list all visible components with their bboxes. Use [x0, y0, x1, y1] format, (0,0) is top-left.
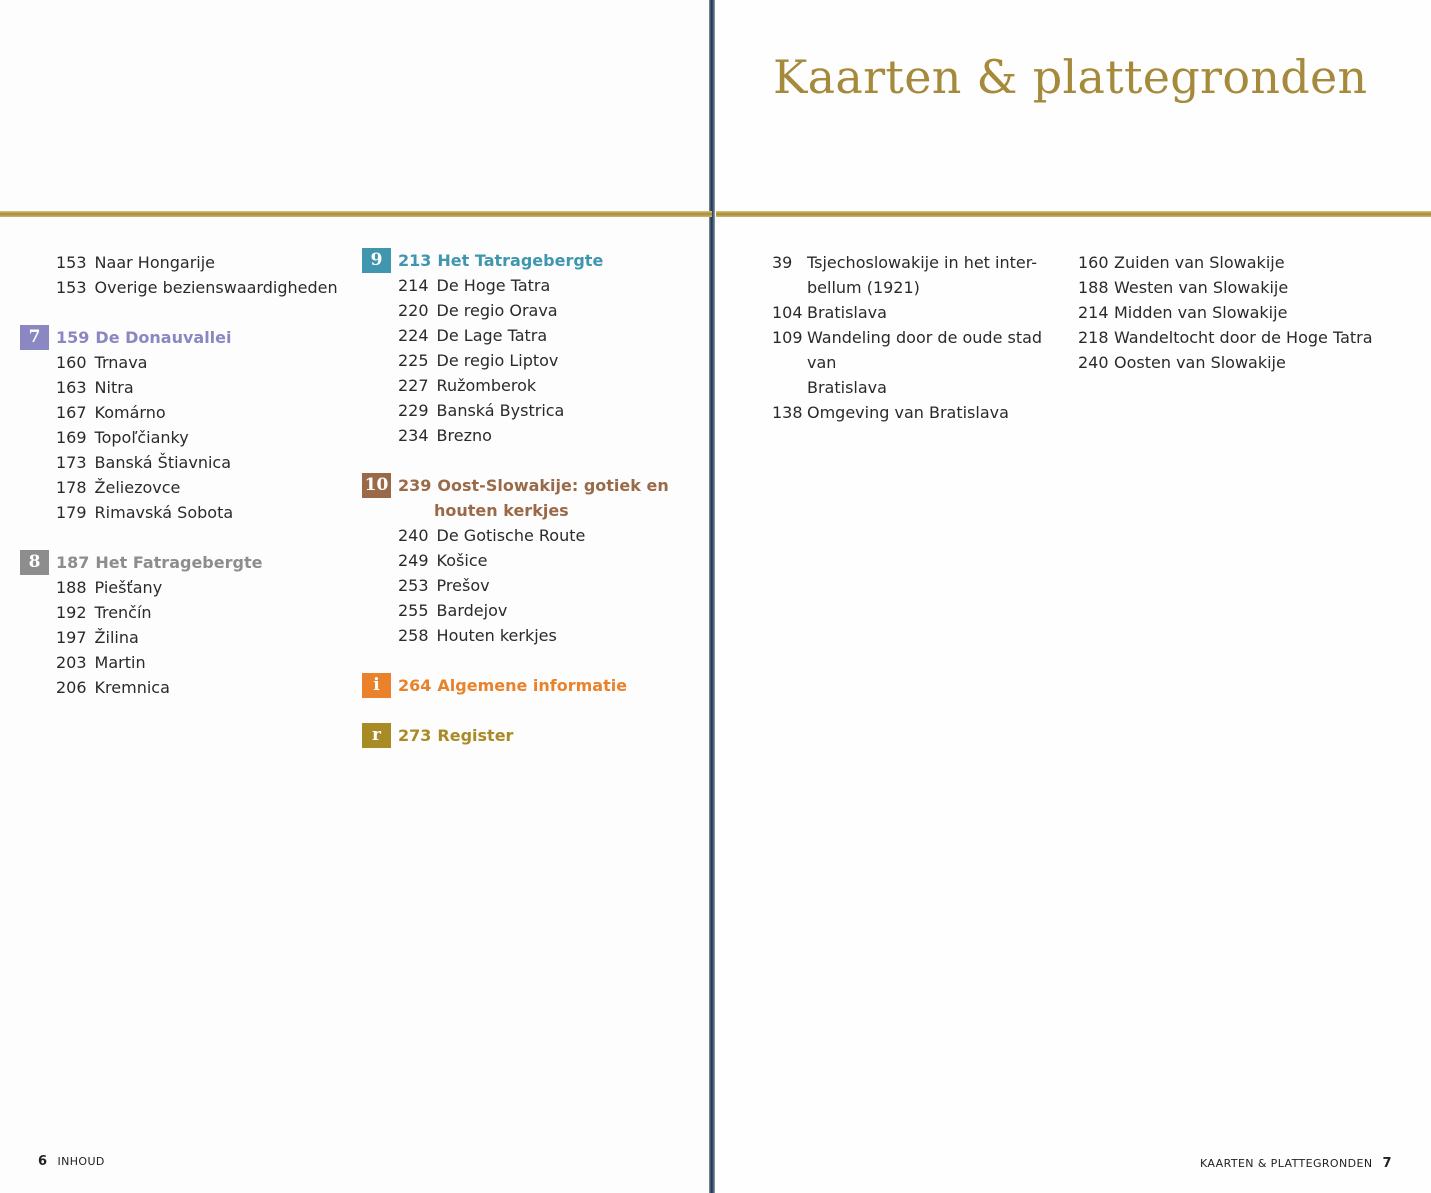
chapter-badge: 8 [20, 550, 49, 575]
map-entry [772, 400, 1072, 425]
chapter-badge: 9 [362, 248, 391, 273]
toc-column-1 [20, 250, 338, 700]
toc-label: De regio Liptov [436, 351, 559, 370]
toc-entry [20, 650, 338, 675]
map-label: Westen van Slowakije [1114, 278, 1289, 297]
book-spine [709, 0, 715, 1193]
toc-page-number: 253 [398, 576, 429, 595]
map-page-number: 240 [1078, 353, 1109, 372]
toc-entry [362, 398, 669, 423]
toc-entry [362, 373, 669, 398]
toc-spacer [362, 648, 669, 673]
toc-entry [362, 598, 669, 623]
toc-entry [20, 275, 338, 300]
map-page-number: 104 [772, 303, 803, 322]
toc-page-number: 167 [56, 403, 87, 422]
toc-label: Banská Bystrica [436, 401, 565, 420]
map-label: Zuiden van Slowakije [1114, 253, 1285, 272]
toc-label: De Hoge Tatra [436, 276, 551, 295]
map-page-number [772, 275, 807, 300]
toc-label: Rimavská Sobota [94, 503, 234, 522]
toc-chapter [362, 723, 669, 748]
map-label: Midden van Slowakije [1114, 303, 1288, 322]
toc-entry [362, 323, 669, 348]
toc-page-number: 178 [56, 478, 87, 497]
toc-label: Houten kerkjes [436, 626, 557, 645]
map-page-number: 214 [1078, 303, 1109, 322]
toc-label: Overige bezienswaardigheden [94, 278, 338, 297]
toc-label: De regio Orava [436, 301, 558, 320]
toc-label: Banská Štiavnica [94, 453, 232, 472]
toc-page-number: 213 [398, 251, 432, 270]
maps-column-2 [1078, 250, 1373, 375]
toc-page-number: 188 [56, 578, 87, 597]
toc-label: Trnava [94, 353, 148, 372]
running-head: KAARTEN & PLATTEGRONDEN [1200, 1157, 1373, 1170]
map-entry [772, 325, 1072, 375]
map-page-number: 39 [772, 253, 793, 272]
toc-label: De Gotische Route [436, 526, 586, 545]
toc-page-number: 187 [56, 553, 90, 572]
map-entry [772, 375, 1072, 400]
map-label: Bratislava [807, 303, 887, 322]
toc-spacer [362, 448, 669, 473]
toc-entry [20, 425, 338, 450]
toc-page-number: 234 [398, 426, 429, 445]
toc-entry [20, 250, 338, 275]
toc-label: Register [437, 726, 514, 745]
map-entry [772, 300, 1072, 325]
toc-entry [20, 625, 338, 650]
toc-entry [20, 500, 338, 525]
toc-entry [362, 548, 669, 573]
map-label: Wandeltocht door de Hoge Tatra [1114, 328, 1373, 347]
toc-label: Ružomberok [436, 376, 537, 395]
toc-page-number: 258 [398, 626, 429, 645]
map-page-number: 160 [1078, 253, 1109, 272]
map-label: Wandeling door de oude stad van [807, 328, 1043, 372]
map-page-number: 138 [772, 403, 803, 422]
toc-entry [20, 575, 338, 600]
toc-page-number: 229 [398, 401, 429, 420]
toc-label: Topoľčianky [94, 428, 189, 447]
map-entry [1078, 325, 1373, 350]
toc-page-number: 224 [398, 326, 429, 345]
toc-entry [362, 623, 669, 648]
page-title: Kaarten & plattegronden [773, 50, 1368, 104]
map-page-number [772, 375, 807, 400]
toc-page-number: 214 [398, 276, 429, 295]
toc-chapter [362, 673, 669, 698]
toc-label: Kremnica [94, 678, 170, 697]
map-entry [772, 250, 1072, 275]
toc-entry [20, 675, 338, 700]
toc-chapter [362, 473, 669, 498]
map-entry [1078, 275, 1373, 300]
toc-entry [362, 273, 669, 298]
toc-entry [20, 450, 338, 475]
toc-label: Het Tatragebergte [437, 251, 604, 270]
toc-page-number: 173 [56, 453, 87, 472]
running-head: INHOUD [57, 1155, 105, 1168]
map-label: Bratislava [807, 378, 887, 397]
chapter-badge: 7 [20, 325, 49, 350]
toc-page-number: 255 [398, 601, 429, 620]
chapter-badge: 10 [362, 473, 391, 498]
toc-page-number: 163 [56, 378, 87, 397]
toc-spacer [362, 698, 669, 723]
toc-spacer [20, 300, 338, 325]
toc-label: Martin [94, 653, 146, 672]
toc-page-number: 159 [56, 328, 90, 347]
toc-label: Želiezovce [94, 478, 181, 497]
toc-entry [20, 350, 338, 375]
chapter-badge: r [362, 723, 391, 748]
toc-label: Prešov [436, 576, 490, 595]
toc-entry [20, 400, 338, 425]
toc-label: Oost-Slowakije: gotiek en [437, 476, 669, 495]
toc-page-number: 227 [398, 376, 429, 395]
toc-label: Brezno [436, 426, 492, 445]
toc-entry [20, 600, 338, 625]
map-entry [1078, 350, 1373, 375]
page-number: 7 [1382, 1156, 1392, 1171]
toc-page-number: 273 [398, 726, 432, 745]
toc-page-number: 264 [398, 676, 432, 695]
right-page [716, 0, 1431, 1193]
toc-label: Naar Hongarije [94, 253, 216, 272]
toc-page-number: 240 [398, 526, 429, 545]
toc-page-number: 203 [56, 653, 87, 672]
map-page-number: 218 [1078, 328, 1109, 347]
toc-entry [362, 423, 669, 448]
toc-label: Bardejov [436, 601, 508, 620]
toc-page-number: 153 [56, 278, 87, 297]
map-label: Oosten van Slowakije [1114, 353, 1286, 372]
toc-page-number: 220 [398, 301, 429, 320]
toc-label: Žilina [94, 628, 139, 647]
map-page-number: 188 [1078, 278, 1109, 297]
chapter-badge: i [362, 673, 391, 698]
toc-label: Piešťany [94, 578, 163, 597]
toc-page-number: 197 [56, 628, 87, 647]
maps-column-1 [772, 250, 1072, 425]
toc-page-number: 249 [398, 551, 429, 570]
toc-label: Košice [436, 551, 488, 570]
map-entry [1078, 300, 1373, 325]
map-page-number: 109 [772, 328, 803, 347]
toc-page-number: 192 [56, 603, 87, 622]
page-number: 6 [38, 1154, 48, 1169]
toc-page-number: 239 [398, 476, 432, 495]
toc-label: Het Fatragebergte [95, 553, 263, 572]
footer-left [38, 1154, 105, 1169]
toc-page-number: 206 [56, 678, 87, 697]
toc-page-number: 153 [56, 253, 87, 272]
toc-label: Trenčín [94, 603, 152, 622]
toc-label: Nitra [94, 378, 134, 397]
map-label: Tsjechoslowakije in het inter- [807, 253, 1038, 272]
toc-spacer [20, 525, 338, 550]
toc-label: Algemene informatie [437, 676, 628, 695]
footer-right [1200, 1156, 1392, 1171]
map-entry [772, 275, 1072, 300]
toc-entry [20, 375, 338, 400]
toc-label: De Lage Tatra [436, 326, 548, 345]
toc-entry [362, 298, 669, 323]
toc-chapter [362, 248, 669, 273]
toc-chapter [20, 550, 338, 575]
toc-entry [362, 523, 669, 548]
right-gold-rule [716, 211, 1431, 217]
toc-label: De Donauvallei [95, 328, 232, 347]
toc-entry [362, 348, 669, 373]
toc-entry [20, 475, 338, 500]
toc-entry [362, 573, 669, 598]
left-gold-rule [0, 211, 712, 217]
toc-chapter-continuation: houten kerkjes [434, 501, 569, 520]
toc-chapter [20, 325, 338, 350]
toc-page-number: 179 [56, 503, 87, 522]
toc-label: Komárno [94, 403, 166, 422]
toc-column-2 [362, 248, 669, 748]
toc-page-number: 225 [398, 351, 429, 370]
toc-page-number: 160 [56, 353, 87, 372]
toc-page-number: 169 [56, 428, 87, 447]
map-label: Omgeving van Bratislava [807, 403, 1009, 422]
map-label: bellum (1921) [807, 278, 920, 297]
map-entry [1078, 250, 1373, 275]
